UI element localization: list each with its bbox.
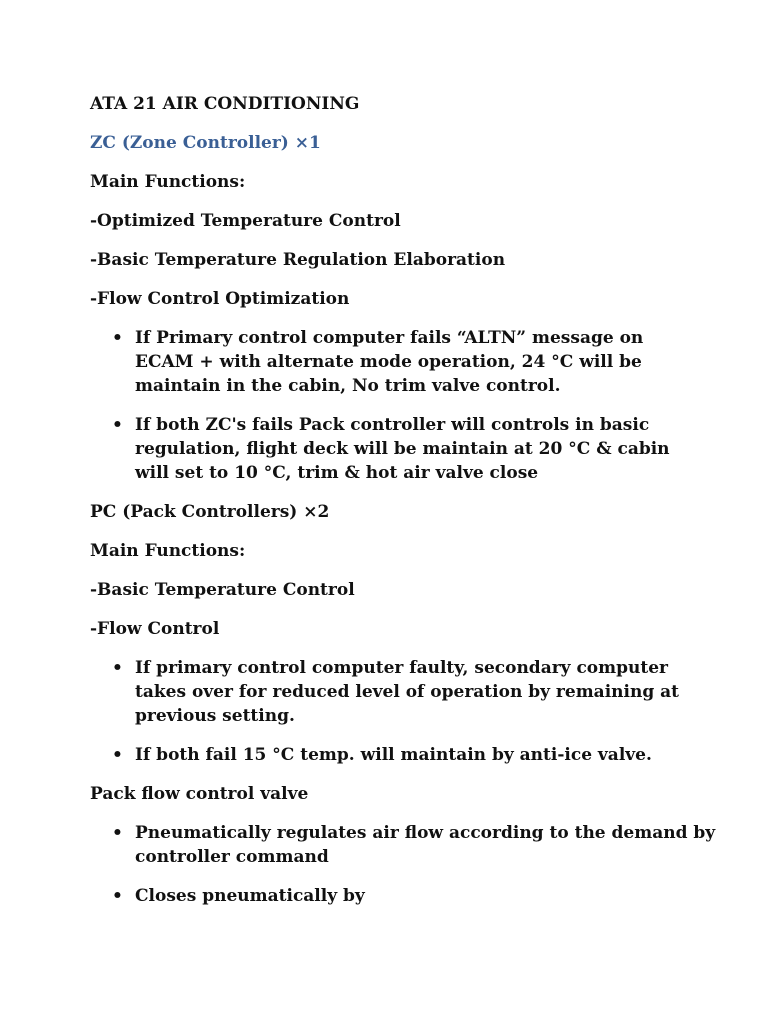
document-page [90, 92, 716, 923]
valve-bullet-text: Closes pneumatically by [135, 886, 365, 906]
pc-main-functions-label: Main Functions: [90, 541, 246, 561]
bullet-icon: • [112, 328, 123, 348]
zc-bullet-item [90, 413, 680, 485]
pc-function-item: -Flow Control [90, 619, 220, 639]
zc-function-item: -Flow Control Optimization [90, 289, 350, 309]
document-title: ATA 21 AIR CONDITIONING [90, 94, 360, 114]
valve-bullet-item [90, 884, 735, 908]
pc-bullet-text: If primary control computer faulty, secondary computer takes over for reduced level of operation by remaining at previous setting. [135, 658, 679, 726]
pc-bullet-list [90, 656, 690, 767]
zc-heading: ZC (Zone Controller) ×1 [90, 133, 321, 153]
zc-bullet-list [90, 326, 690, 485]
valve-bullet-item [90, 821, 735, 869]
bullet-icon: • [112, 658, 123, 678]
pc-bullet-item [90, 743, 735, 767]
bullet-icon: • [112, 745, 123, 765]
pc-bullet-item [90, 656, 715, 728]
bullet-icon: • [112, 823, 123, 843]
zc-bullet-text: If Primary control computer fails “ALTN” message on ECAM + with alternate mode operation, 24 °C will be maintain in the cabin, No trim valve control. [135, 328, 644, 396]
bullet-icon: • [112, 415, 123, 435]
pc-function-item: -Basic Temperature Control [90, 580, 355, 600]
pc-bullet-text: If both fail 15 °C temp. will maintain by anti-ice valve. [135, 745, 652, 765]
zc-function-item: -Optimized Temperature Control [90, 211, 401, 231]
bullet-icon: • [112, 886, 123, 906]
valve-bullet-list [90, 821, 716, 908]
zc-function-item: -Basic Temperature Regulation Elaboration [90, 250, 506, 270]
pc-heading: PC (Pack Controllers) ×2 [90, 502, 330, 522]
valve-bullet-text: Pneumatically regulates air flow according to the demand by controller command [135, 823, 716, 867]
zc-bullet-item [90, 326, 655, 398]
zc-main-functions-label: Main Functions: [90, 172, 246, 192]
valve-heading: Pack flow control valve [90, 784, 309, 804]
zc-bullet-text: If both ZC's fails Pack controller will controls in basic regulation, flight deck will be maintain at 20 °C & cabin will set to 10 °C, trim & hot air valve close [135, 415, 670, 483]
